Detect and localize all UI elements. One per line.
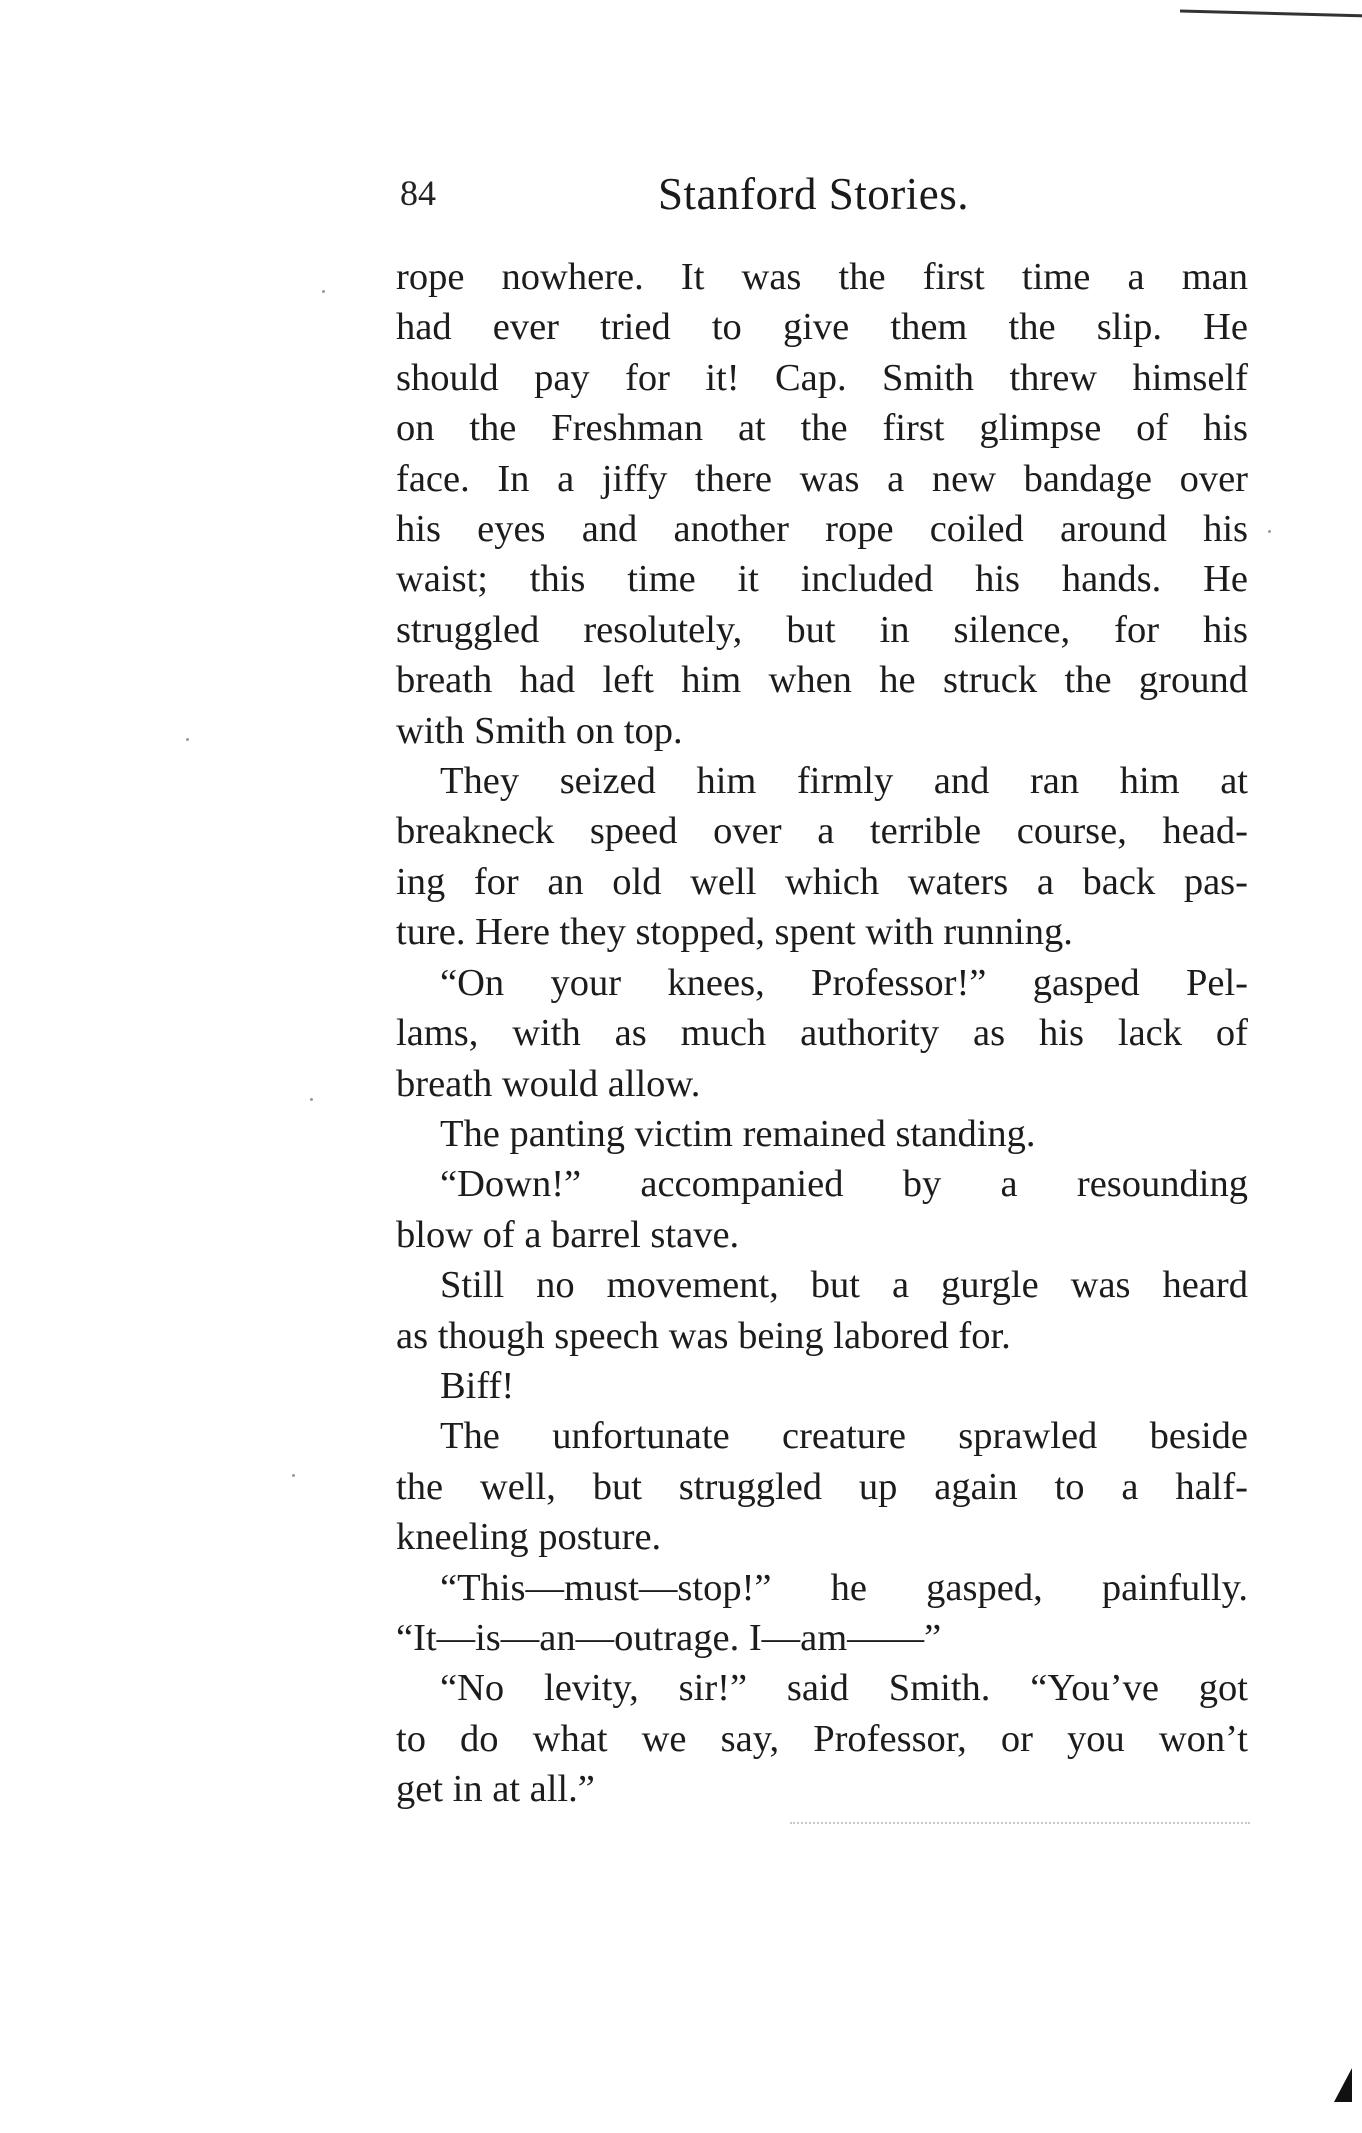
text-line: with Smith on top. — [396, 709, 683, 752]
text-line: The unfortunate creature sprawled beside — [440, 1415, 1248, 1458]
text-line: lams, with as much authority as his lack of — [396, 1012, 1248, 1055]
body-text — [396, 252, 1248, 1815]
page-number: 84 — [400, 173, 436, 213]
text-line: should pay for it! Cap. Smith threw himself — [396, 356, 1248, 399]
text-line: breath would allow. — [396, 1062, 701, 1105]
text-line: The panting victim remained standing. — [440, 1112, 1036, 1155]
text-line: struggled resolutely, but in silence, for his — [396, 608, 1248, 651]
text-line: on the Freshman at the first glimpse of his — [396, 407, 1248, 450]
text-line: Biff! — [440, 1364, 515, 1407]
text-line: “Down!” accompanied by a resounding — [440, 1163, 1248, 1206]
scan-speck — [310, 1098, 313, 1101]
text-line: get in at all.” — [396, 1768, 595, 1811]
scan-speck — [1268, 530, 1271, 533]
paragraph — [396, 1411, 1248, 1562]
text-line: his eyes and another rope coiled around his — [396, 508, 1248, 551]
paragraph — [396, 1563, 1248, 1664]
running-head: Stanford Stories. — [658, 169, 969, 219]
text-line: as though speech was being labored for. — [396, 1314, 1011, 1357]
text-line: face. In a jiffy there was a new bandage over — [396, 457, 1248, 500]
scan-dot-line — [790, 1822, 1250, 1830]
text-line: “This—must—stop!” he gasped, painfully. — [440, 1566, 1248, 1609]
text-line: “It—is—an—outrage. I—am——” — [396, 1616, 942, 1659]
paragraph — [396, 252, 1248, 756]
paragraph — [396, 1109, 1248, 1159]
scan-speck — [322, 290, 325, 293]
text-line: kneeling posture. — [396, 1516, 662, 1559]
text-line: to do what we say, Professor, or you won’t — [396, 1717, 1248, 1760]
text-line: “No levity, sir!” said Smith. “You’ve got — [440, 1667, 1248, 1710]
paragraph — [396, 1361, 1248, 1411]
paragraph — [396, 958, 1248, 1109]
text-line: Still no movement, but a gurgle was heard — [440, 1264, 1248, 1307]
text-line: “On your knees, Professor!” gasped Pel- — [440, 961, 1248, 1004]
text-line: blow of a barrel stave. — [396, 1213, 740, 1256]
scan-edge-mark — [1180, 10, 1362, 26]
text-line: They seized him firmly and ran him at — [440, 760, 1248, 803]
scan-speck — [186, 738, 189, 741]
text-line: rope nowhere. It was the first time a man — [396, 256, 1248, 298]
paragraph — [396, 1159, 1248, 1260]
page-header — [400, 168, 1000, 228]
text-line: breath had left him when he struck the ground — [396, 659, 1248, 702]
text-line: had ever tried to give them the slip. He — [396, 306, 1248, 349]
text-line: waist; this time it included his hands. He — [396, 558, 1248, 601]
scan-corner-blot — [1334, 2068, 1352, 2102]
text-line: breakneck speed over a terrible course, head- — [396, 810, 1248, 853]
paragraph — [396, 1260, 1248, 1361]
text-line: the well, but struggled up again to a half- — [396, 1465, 1248, 1508]
paragraph — [396, 1663, 1248, 1814]
text-line: ture. Here they stopped, spent with running. — [396, 911, 1073, 954]
text-line: ing for an old well which waters a back pas- — [396, 860, 1248, 903]
scan-speck — [292, 1474, 295, 1477]
paragraph — [396, 756, 1248, 958]
